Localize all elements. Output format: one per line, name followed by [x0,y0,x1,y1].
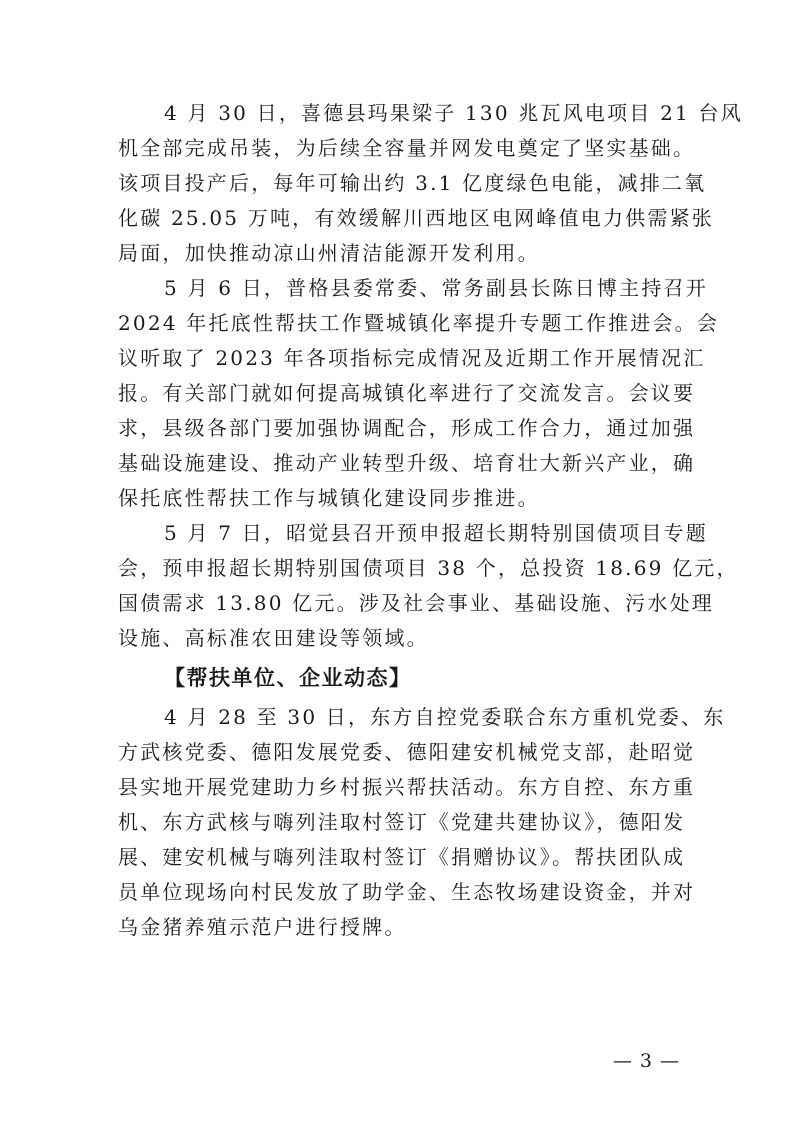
paragraph-line: 县实地开展党建助力乡村振兴帮扶活动。东方自控、东方重 [118,775,696,799]
paragraph-line: 局面，加快推动凉山州清洁能源开发利用。 [118,241,540,265]
paragraph-line: 机、东方武核与嗨列洼取村签订《党建共建协议》，德阳发 [118,810,686,834]
paragraph-line: 4 月 30 日，喜德县玛果梁子 130 兆瓦风电项目 21 台风 [164,101,743,125]
paragraph-line: 设施、高标准农田建设等领域。 [118,626,429,650]
paragraph-line: 4 月 28 至 30 日，东方自控党委联合东方重机党委、东 [164,705,726,729]
paragraph-dongfang-assistance [118,700,726,945]
paragraph-xide-wind-power [118,96,743,271]
paragraph-line: 5 月 7 日，昭觉县召开预申报超长期特别国债项目专题 [164,521,708,545]
paragraph-line: 求，县级各部门要加强协调配合，形成工作合力，通过加强 [118,416,696,440]
paragraph-line: 国债需求 13.80 亿元。涉及社会事业、基础设施、污水处理 [118,591,714,615]
paragraph-line: 展、建安机械与嗨列洼取村签订《捐赠协议》。帮扶团队成 [118,845,686,869]
paragraph-line: 基础设施建设、推动产业转型升级、培育壮大新兴产业，确 [118,451,696,475]
paragraph-zhaojue-bonds [118,516,739,656]
paragraph-line: 该项目投产后，每年可输出约 3.1 亿度绿色电能，减排二氧 [118,171,707,195]
document-body [118,96,743,945]
section-heading: 【帮扶单位、企业动态】 [164,666,412,690]
paragraph-line: 方武核党委、德阳发展党委、德阳建安机械党支部，赴昭觉 [118,740,696,764]
paragraph-puge-meeting [118,271,720,516]
paragraph-line: 2024 年托底性帮扶工作暨城镇化率提升专题工作推进会。会 [118,311,720,335]
paragraph-line: 议听取了 2023 年各项指标完成情况及近期工作开展情况汇 [118,346,706,370]
paragraph-line: 员单位现场向村民发放了助学金、生态牧场建设资金，并对 [118,880,696,904]
page-number: — 3 — [612,1050,680,1072]
paragraph-line: 报。有关部门就如何提高城镇化率进行了交流发言。会议要 [118,381,696,405]
paragraph-line: 机全部完成吊装，为后续全容量并网发电奠定了坚实基础。 [118,136,696,160]
paragraph-line: 保托底性帮扶工作与城镇化建设同步推进。 [118,486,540,510]
paragraph-line: 化碳 25.05 万吨，有效缓解川西地区电网峰值电力供需紧张 [118,206,714,230]
paragraph-line: 乌金猪养殖示范户进行授牌。 [118,915,407,939]
paragraph-line: 会，预申报超长期特别国债项目 38 个，总投资 18.69 亿元， [118,556,739,580]
paragraph-line: 5 月 6 日，普格县委常委、常务副县长陈日博主持召开 [164,276,708,300]
